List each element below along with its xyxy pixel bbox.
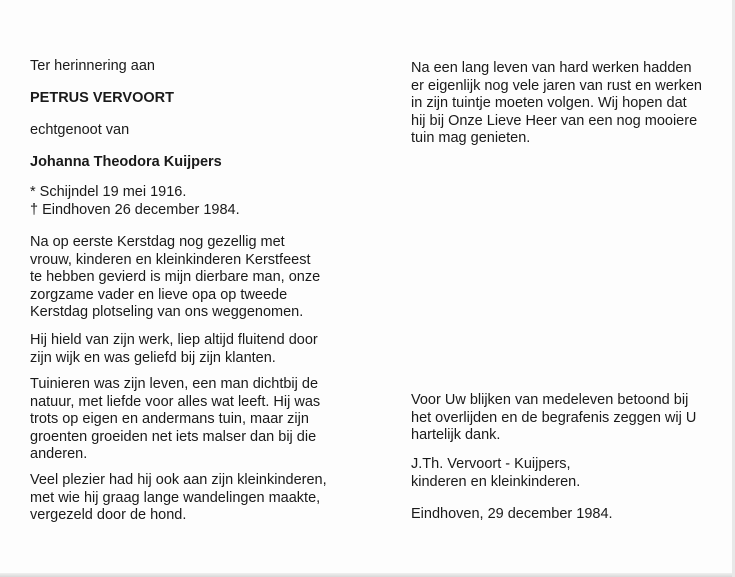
spouse-name: Johanna Theodora Kuijpers: [30, 154, 222, 170]
text-line: Tuinieren was zijn leven, een man dichtbij de: [30, 376, 319, 392]
paragraph-work: [30, 332, 318, 367]
text-line: Veel plezier had hij ook aan zijn kleinkinderen,: [30, 472, 327, 488]
deceased-name: PETRUS VERVOORT: [30, 90, 174, 106]
text-line: J.Th. Vervoort - Kuijpers,: [411, 456, 571, 472]
spouse-label: echtgenoot van: [30, 122, 130, 138]
text-line: natuur, met liefde voor alles wat leeft. Hij was: [30, 393, 321, 410]
text-line: Kerstdag plotseling van ons weggenomen.: [30, 304, 304, 320]
text-line: vrouw, kinderen en kleinkinderen Kerstfeest: [30, 251, 311, 268]
text-line: Voor Uw blijken van medeleven betoond bij: [411, 392, 689, 408]
text-line: in zijn tuintje moeten volgen. Wij hopen dat: [411, 95, 687, 111]
text-line: tuin mag genieten.: [411, 130, 531, 146]
family-signature: [411, 456, 580, 491]
intro-text: Ter herinnering aan: [30, 58, 155, 74]
text-line: te hebben gevierd is mijn dierbare man, onze: [30, 269, 321, 285]
birth-line: * Schijndel 19 mei 1916.: [30, 184, 187, 200]
text-line: Hij hield van zijn werk, liep altijd fluitend door: [30, 332, 318, 348]
text-line: met wie hij graag lange wandelingen maakte,: [30, 489, 321, 506]
text-line: zorgzame vader en lieve opa op tweede: [30, 286, 288, 303]
paragraph-gardening: [30, 376, 320, 464]
paragraph-grandchildren: [30, 472, 327, 525]
place-date: Eindhoven, 29 december 1984.: [411, 506, 613, 522]
text-line: Na een lang leven van hard werken hadden: [411, 60, 692, 76]
text-line: hij bij Onze Lieve Heer van een nog mooiere: [411, 112, 698, 129]
text-line: zijn wijk en was geliefd bij zijn klanten.: [30, 349, 276, 366]
paragraph-christmas: [30, 234, 320, 322]
text-line: hartelijk dank.: [411, 427, 501, 443]
text-line: trots op eigen en andermans tuin, maar zijn: [30, 411, 309, 427]
text-line: kinderen en kleinkinderen.: [411, 473, 581, 490]
text-line: het overlijden en de begrafenis zeggen wij U: [411, 409, 697, 426]
text-line: vergezeld door de hond.: [30, 507, 187, 523]
text-line: Na op eerste Kerstdag nog gezellig met: [30, 234, 285, 250]
paragraph-retirement: [411, 60, 702, 148]
text-line: groenten groeiden net iets malser dan bij die: [30, 428, 317, 445]
death-line: † Eindhoven 26 december 1984.: [30, 202, 240, 218]
card-bottom-edge: [0, 573, 735, 577]
text-line: er eigenlijk nog vele jaren van rust en werken: [411, 77, 702, 94]
paragraph-thanks: [411, 392, 696, 445]
text-line: anderen.: [30, 446, 88, 462]
